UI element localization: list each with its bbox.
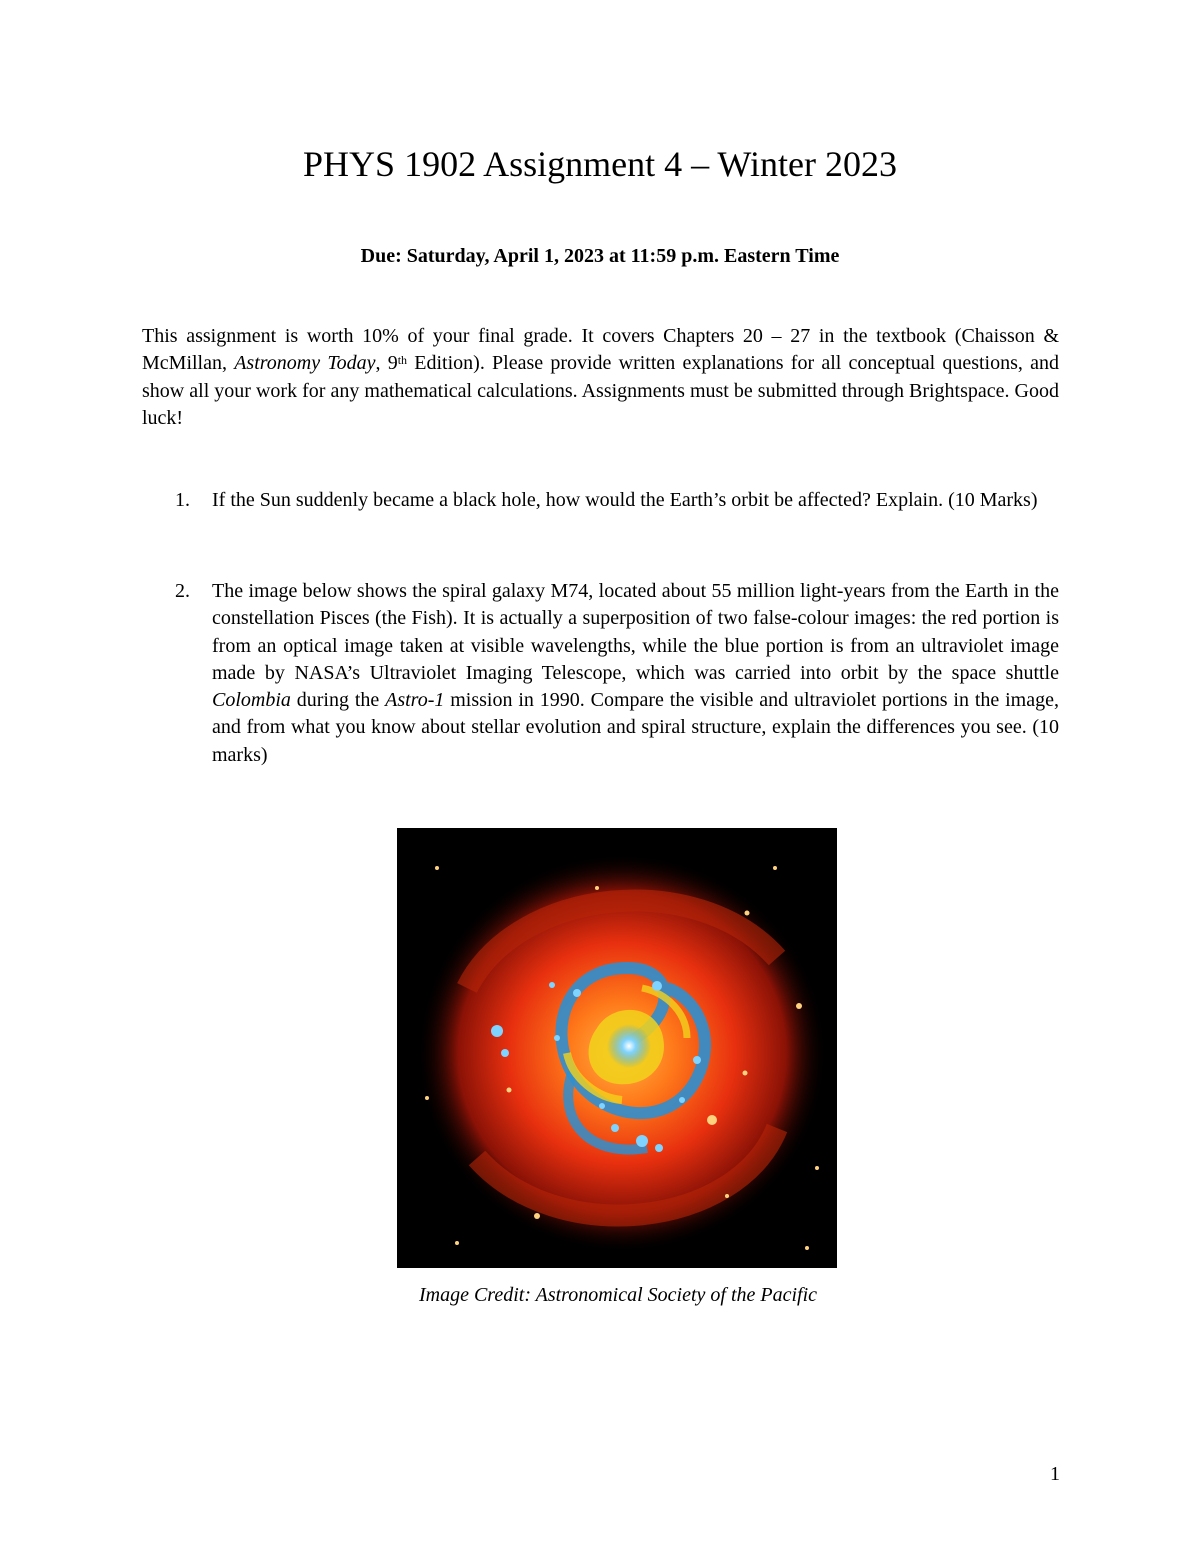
question-number: 1. <box>175 489 190 511</box>
question-number: 2. <box>175 580 190 602</box>
page-number: 1 <box>1050 1463 1060 1485</box>
question-text-part: The image below shows the spiral galaxy M74, located about 55 million light-years from the Earth in the constellation Pisces (the Fish). It is actually a superposition of two false-colour images: the red portion is from an optical image taken at visible wavelengths, while the blue portion is from an ultraviolet image made by NASA’s Ultraviolet Imaging Telescope, which was carried into orbit by the space shuttle <box>212 580 1059 684</box>
book-title: Astronomy Today <box>234 352 376 375</box>
question-1 <box>142 487 1059 514</box>
shuttle-name: Colombia <box>212 689 291 712</box>
intro-text-3: Edition). Please provide written explanations for all conceptual questions, and show all your work for any mathematical calculations. Assignments must be submitted through Brightspace. Good luck! <box>142 352 1059 429</box>
image-caption: Image Credit: Astronomical Society of the Pacific <box>418 1284 818 1306</box>
mission-name: Astro-1 <box>385 689 445 712</box>
question-2 <box>142 578 1059 769</box>
due-date: Due: Saturday, April 1, 2023 at 11:59 p.m. Eastern Time <box>360 245 840 267</box>
galaxy-m74-illustration <box>397 828 837 1268</box>
intro-text-1: This assignment is worth 10% of your final grade. It covers Chapters 20 – 27 in the textbook (Chaisson & McMillan, <box>142 325 1059 375</box>
question-text: If the Sun suddenly became a black hole, how would the Earth’s orbit be affected? Explain. (10 Marks) <box>212 489 1038 511</box>
intro-paragraph <box>142 323 1059 432</box>
galaxy-image <box>397 828 837 1268</box>
question-text-part: mission in 1990. Compare the visible and ultraviolet portions in the image, and from what you know about stellar evolution and spiral structure, explain the differences you see. (10 marks) <box>212 689 1059 766</box>
question-text <box>212 578 1059 769</box>
edition-superscript: th <box>397 353 408 368</box>
page-title: PHYS 1902 Assignment 4 – Winter 2023 <box>303 144 897 184</box>
question-text-part: during the <box>290 689 386 712</box>
intro-text-2: , 9 <box>375 352 398 375</box>
